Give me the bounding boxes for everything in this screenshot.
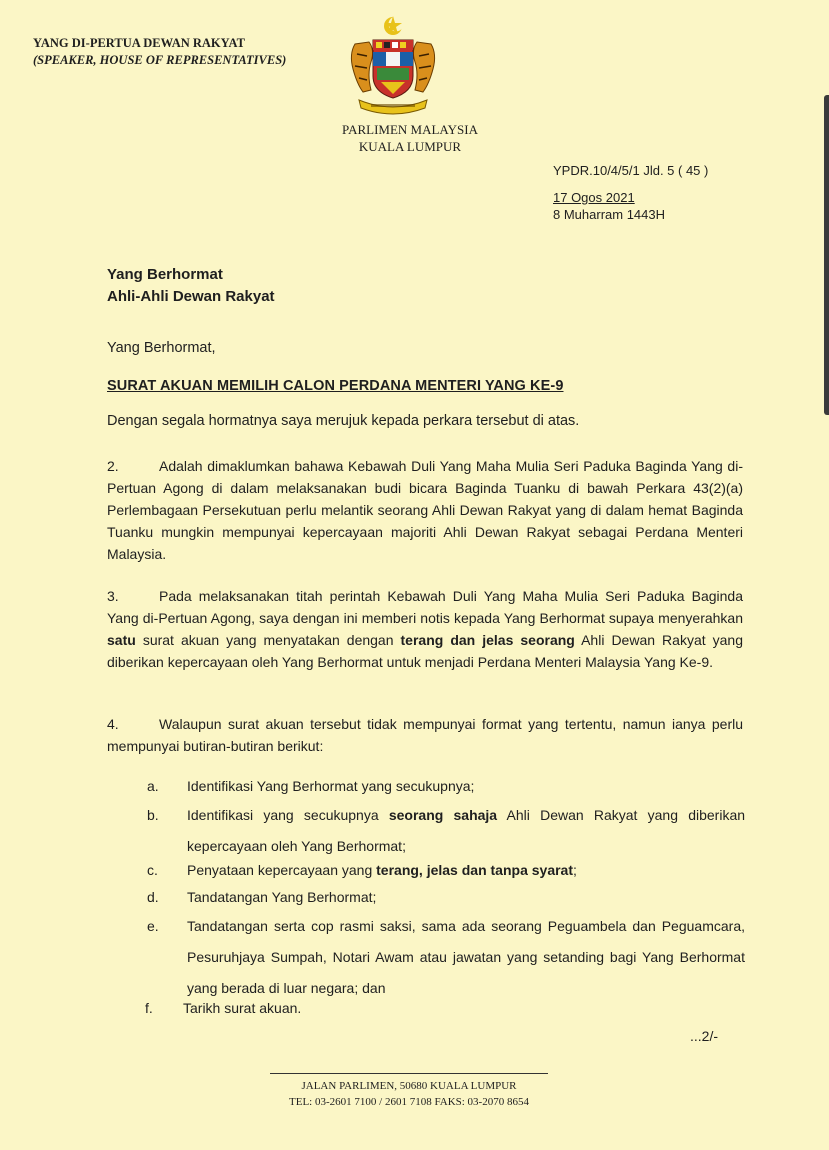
reference-number: YPDR.10/4/5/1 Jld. 5 ( 45 ) bbox=[553, 163, 709, 178]
footer-contact: TEL: 03-2601 7100 / 2601 7108 FAKS: 03-2070 8654 bbox=[289, 1096, 529, 1108]
page-continuation-marker: ...2/- bbox=[690, 1028, 719, 1044]
emphasis-text: terang dan jelas seorang bbox=[400, 632, 575, 648]
list-letter: b. bbox=[147, 807, 159, 823]
paragraph-text: surat akuan yang menyatakan dengan bbox=[135, 632, 401, 648]
salutation: Yang Berhormat, bbox=[107, 340, 216, 356]
reference-block bbox=[553, 162, 708, 223]
list-text: Identifikasi Yang Berhormat yang secukupnya; bbox=[187, 778, 475, 794]
paragraph-text: Pada melaksanakan titah perintah Kebawah Duli Yang Maha Mulia Seri Paduka Baginda Yang di-Pertuan Agong, saya dengan ini memberi notis kepada Yang Berhormat supaya menyerahkan bbox=[107, 588, 743, 626]
paragraph-text: Ahli Dewan Rakyat yang diberikan kepercayaan oleh Yang Berhormat untuk menjadi Perdana Menteri Malaysia Yang Ke-9. bbox=[107, 632, 743, 670]
paragraph-2 bbox=[107, 455, 743, 565]
letter-subject: SURAT AKUAN MEMILIH CALON PERDANA MENTERI YANG KE-9 bbox=[107, 378, 564, 394]
list-text: Tarikh surat akuan. bbox=[183, 1000, 302, 1016]
list-text-part: Ahli Dewan Rakyat yang diberikan kepercayaan oleh Yang Berhormat; bbox=[187, 807, 746, 854]
parliament-name: PARLIMEN MALAYSIA bbox=[342, 122, 478, 137]
list-letter: f. bbox=[145, 1000, 153, 1016]
hijri-date: 8 Muharram 1443H bbox=[553, 207, 665, 222]
intro-paragraph: Dengan segala hormatnya saya merujuk kepada perkara tersebut di atas. bbox=[107, 413, 580, 429]
emphasis-text: seorang sahaja bbox=[388, 807, 498, 823]
paragraph-number: 3. bbox=[107, 588, 119, 604]
letterhead-parliament bbox=[290, 121, 530, 155]
list-letter: c. bbox=[147, 862, 158, 878]
office-title-malay: YANG DI-PERTUA DEWAN RAKYAT bbox=[33, 36, 245, 50]
paragraph-number: 2. bbox=[107, 458, 119, 474]
list-letter: a. bbox=[147, 778, 159, 794]
office-title-english: (SPEAKER, HOUSE OF REPRESENTATIVES) bbox=[33, 53, 287, 67]
parliament-city: KUALA LUMPUR bbox=[358, 139, 462, 154]
emphasis-text: satu bbox=[107, 632, 136, 648]
paragraph-number: 4. bbox=[107, 716, 119, 732]
list-text-part: Penyataan kepercayaan yang bbox=[187, 862, 377, 878]
addressee-block bbox=[107, 264, 275, 308]
addressee-line2: Ahli-Ahli Dewan Rakyat bbox=[107, 288, 275, 305]
list-letter: d. bbox=[147, 889, 159, 905]
list-text-part: ; bbox=[573, 862, 577, 878]
list-text: Tandatangan Yang Berhormat; bbox=[187, 889, 377, 905]
letterhead-office bbox=[33, 35, 286, 69]
list-text bbox=[187, 800, 745, 862]
addressee-line1: Yang Berhormat bbox=[107, 266, 223, 283]
letter-date: 17 Ogos 2021 bbox=[553, 190, 635, 205]
paragraph-3 bbox=[107, 585, 743, 673]
paragraph-4 bbox=[107, 713, 743, 757]
paragraph-text: Adalah dimaklumkan bahawa Kebawah Duli Yang Maha Mulia Seri Paduka Baginda Yang di-Pertuan Agong di dalam melaksanakan budi bicara Baginda Tuanku di bawah Perkara 43(2)(a) Perlembagaan Persekutuan perlu melantik seorang Ahli Dewan Rakyat yang di dalam hemat Baginda Tuanku mungkin mempunyai kepercayaan majoriti Ahli Dewan Rakyat sebagai Perdana Menteri Malaysia. bbox=[107, 458, 743, 562]
page-edge-shadow bbox=[824, 95, 829, 415]
list-text: Tandatangan serta cop rasmi saksi, sama ada seorang Peguambela dan Peguamcara, Pesuruhjaya Sumpah, Notari Awam atau jawatan yang setanding bagi Yang Berhormat yang berada di luar negara; dan bbox=[187, 918, 745, 996]
paragraph-text: Walaupun surat akuan tersebut tidak mempunyai format yang tertentu, namun ianya perlu mempunyai butiran-butiran berikut: bbox=[107, 716, 743, 754]
footer-address: JALAN PARLIMEN, 50680 KUALA LUMPUR bbox=[301, 1080, 517, 1092]
footer-divider bbox=[270, 1073, 548, 1074]
list-text-part: Identifikasi yang secukupnya bbox=[187, 807, 389, 823]
malaysia-coat-of-arms-icon bbox=[345, 14, 441, 118]
letter-footer bbox=[250, 1078, 568, 1110]
list-letter: e. bbox=[147, 918, 159, 934]
emphasis-text: terang, jelas dan tanpa syarat bbox=[376, 862, 573, 878]
